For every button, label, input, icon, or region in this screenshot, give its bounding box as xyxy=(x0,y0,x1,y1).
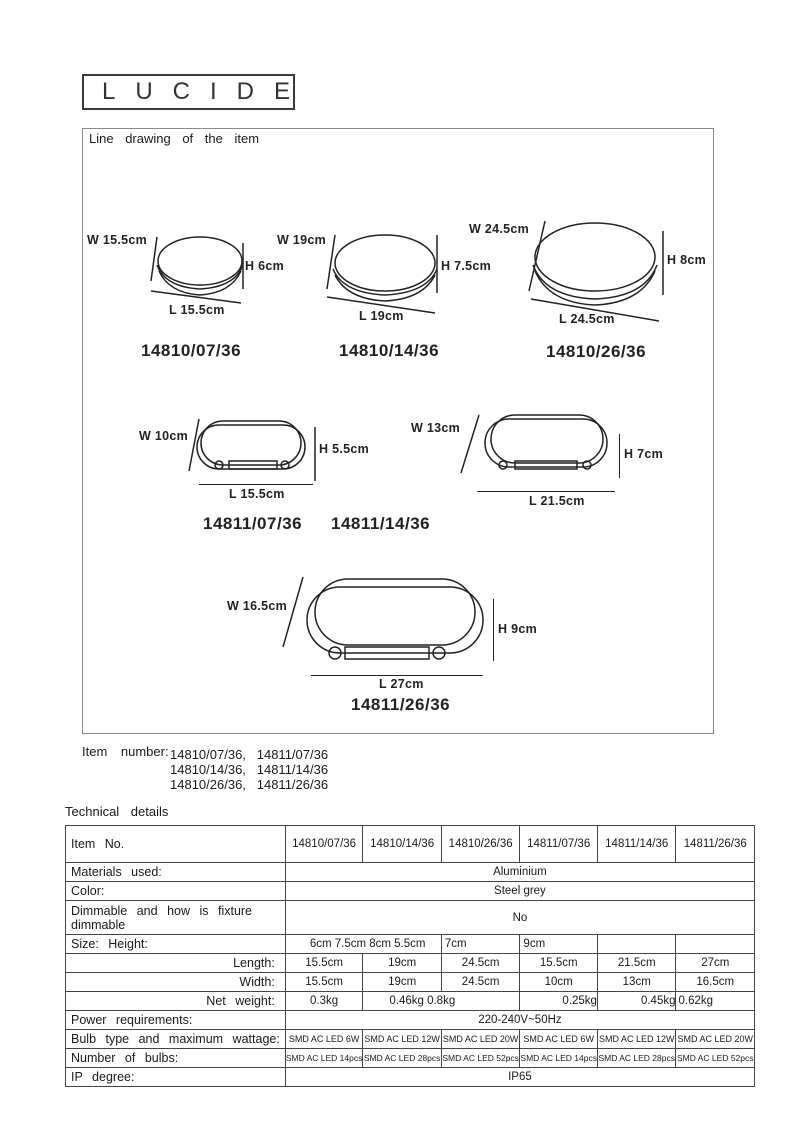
dim-w: W 16.5cm xyxy=(227,599,288,613)
dim-l: L 24.5cm xyxy=(559,312,615,326)
lamp-drawing-14811-14 xyxy=(475,413,615,479)
table-row xyxy=(66,973,755,992)
row-label: Materials used: xyxy=(66,863,286,882)
bulb-value: SMD AC LED 6W xyxy=(285,1030,363,1049)
dim-w: W 19cm xyxy=(277,233,327,247)
model-label: 14811/14/36 xyxy=(331,514,431,533)
power-value: 220-240V~50Hz xyxy=(285,1011,754,1030)
length-value: 21.5cm xyxy=(597,954,676,973)
table-row xyxy=(66,882,755,901)
model-label: 14811/26/36 xyxy=(351,695,451,714)
table-row xyxy=(66,901,755,935)
dim-l: L 19cm xyxy=(359,309,404,323)
height-value xyxy=(597,935,676,954)
dimmable-value: No xyxy=(285,901,754,935)
color-value: Steel grey xyxy=(285,882,754,901)
row-label: Size: Height: xyxy=(66,935,286,954)
row-label: Bulb type and maximum wattage: xyxy=(66,1030,286,1049)
dim-h: H 6cm xyxy=(245,259,285,273)
model-cell: 14811/26/36 xyxy=(676,826,755,863)
weight-value: 0.62kg xyxy=(676,992,755,1011)
lamp-drawing-14811-26 xyxy=(295,577,495,673)
table-row xyxy=(66,1030,755,1049)
bulbs-num-value: SMD AC LED 52pcs xyxy=(441,1049,520,1068)
bulbs-num-value: SMD AC LED 28pcs xyxy=(363,1049,442,1068)
model-cell: 14811/07/36 xyxy=(520,826,598,863)
bulbs-num-value: SMD AC LED 52pcs xyxy=(676,1049,755,1068)
bulb-value: SMD AC LED 12W xyxy=(597,1030,676,1049)
model-cell: 14810/14/36 xyxy=(363,826,442,863)
dim-w: W 24.5cm xyxy=(469,222,530,236)
table-row xyxy=(66,826,755,863)
row-label: Color: xyxy=(66,882,286,901)
row-label: Dimmable and how is fixture dimmable xyxy=(66,901,286,935)
lamp-drawing-14810-26 xyxy=(523,219,663,309)
technical-details-table xyxy=(65,825,755,1087)
item-number-list xyxy=(170,747,328,792)
table-row xyxy=(66,1011,755,1030)
lamp-drawing-14810-14 xyxy=(323,229,448,304)
dim-h: H 5.5cm xyxy=(319,442,370,456)
item-number-line: 14810/14/36, 14811/14/36 xyxy=(170,762,329,777)
model-label: 14810/07/36 xyxy=(141,341,242,360)
table-row xyxy=(66,1068,755,1087)
height-value: 7cm xyxy=(441,935,520,954)
dim-h: H 7.5cm xyxy=(441,259,492,273)
row-label: Power requirements: xyxy=(66,1011,286,1030)
dim-w: W 10cm xyxy=(139,429,189,443)
table-row xyxy=(66,992,755,1011)
model-cell: 14810/26/36 xyxy=(441,826,520,863)
height-value: 9cm xyxy=(520,935,598,954)
row-label: Number of bulbs: xyxy=(66,1049,286,1068)
lamp-drawing-14811-07 xyxy=(187,419,313,479)
length-value: 24.5cm xyxy=(441,954,520,973)
model-label: 14811/07/36 xyxy=(203,514,303,533)
width-value: 10cm xyxy=(520,973,598,992)
drawing-title: Line drawing of the item xyxy=(89,131,260,146)
row-label: Width: xyxy=(66,973,286,992)
bulb-value: SMD AC LED 6W xyxy=(520,1030,598,1049)
table-row xyxy=(66,935,755,954)
table-row xyxy=(66,954,755,973)
dim-line xyxy=(619,434,620,478)
dim-l: L 15.5cm xyxy=(229,487,285,501)
dim-line xyxy=(199,484,313,485)
line-drawing-panel xyxy=(82,128,714,734)
length-value: 15.5cm xyxy=(285,954,363,973)
row-label: Length: xyxy=(66,954,286,973)
item-number-line: 14810/07/36, 14811/07/36 xyxy=(170,747,329,762)
logo-text: LUCIDE xyxy=(102,78,311,105)
length-value: 15.5cm xyxy=(520,954,598,973)
materials-value: Aluminium xyxy=(285,863,754,882)
model-cell: 14811/14/36 xyxy=(597,826,676,863)
weight-value: 0.3kg xyxy=(285,992,363,1011)
width-value: 15.5cm xyxy=(285,973,363,992)
dim-w: W 13cm xyxy=(411,421,461,435)
row-label: IP degree: xyxy=(66,1068,286,1087)
height-value xyxy=(676,935,755,954)
weight-value: 0.25kg xyxy=(520,992,598,1011)
ip-value: IP65 xyxy=(285,1068,754,1087)
bulb-value: SMD AC LED 20W xyxy=(441,1030,520,1049)
dim-l: L 21.5cm xyxy=(529,494,585,508)
dim-h: H 7cm xyxy=(624,447,664,461)
dim-h: H 9cm xyxy=(498,622,538,636)
width-value: 24.5cm xyxy=(441,973,520,992)
dim-l: L 27cm xyxy=(379,677,424,691)
bulbs-num-value: SMD AC LED 14pcs xyxy=(520,1049,598,1068)
table-row xyxy=(66,1049,755,1068)
dim-l: L 15.5cm xyxy=(169,303,225,317)
dim-w: W 15.5cm xyxy=(87,233,148,247)
row-label: Net weight: xyxy=(66,992,286,1011)
width-value: 19cm xyxy=(363,973,442,992)
length-value: 27cm xyxy=(676,954,755,973)
bulb-value: SMD AC LED 20W xyxy=(676,1030,755,1049)
width-value: 16.5cm xyxy=(676,973,755,992)
bulb-value: SMD AC LED 12W xyxy=(363,1030,442,1049)
dim-line xyxy=(477,491,615,492)
model-cell: 14810/07/36 xyxy=(285,826,363,863)
table-row xyxy=(66,863,755,882)
model-label: 14810/26/36 xyxy=(546,342,647,361)
height-value: 6cm 7.5cm 8cm 5.5cm xyxy=(285,935,441,954)
dim-line xyxy=(311,675,483,676)
width-value: 13cm xyxy=(597,973,676,992)
item-number-line: 14810/26/36, 14811/26/36 xyxy=(170,777,329,792)
bulbs-num-value: SMD AC LED 28pcs xyxy=(597,1049,676,1068)
weight-value: 0.45kg xyxy=(597,992,676,1011)
lamp-drawing-14810-07 xyxy=(145,229,255,299)
lucide-logo xyxy=(82,74,311,110)
technical-details-title: Technical details xyxy=(65,804,169,819)
row-label: Item No. xyxy=(66,826,286,863)
item-number-label: Item number: xyxy=(82,744,169,759)
weight-value: 0.46kg 0.8kg xyxy=(363,992,520,1011)
length-value: 19cm xyxy=(363,954,442,973)
bulbs-num-value: SMD AC LED 14pcs xyxy=(285,1049,363,1068)
model-label: 14810/14/36 xyxy=(339,341,440,360)
dim-h: H 8cm xyxy=(667,253,707,267)
dim-line xyxy=(493,599,494,661)
